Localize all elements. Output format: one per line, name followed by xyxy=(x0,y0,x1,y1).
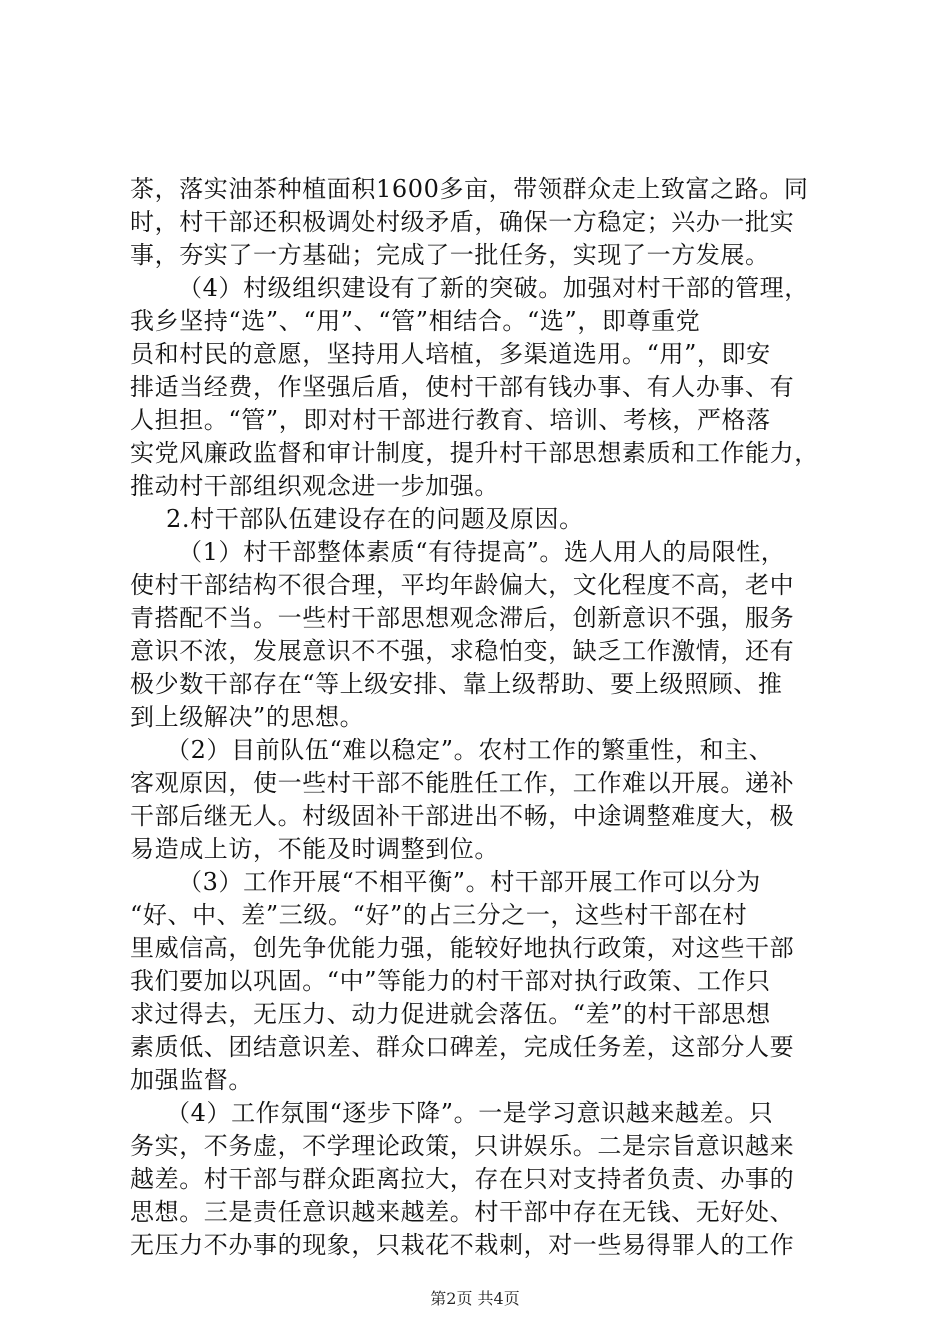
text-line: 我们要加以巩固。“中”等能力的村干部对执行政策、工作只 xyxy=(130,967,771,995)
text-line: 思想。三是责任意识越来越差。村干部中存在无钱、无好处、 xyxy=(130,1198,795,1226)
text-line: 推动村干部组织观念进一步加强。 xyxy=(130,472,499,500)
text-line: 素质低、团结意识差、群众口碑差，完成任务差，这部分人要 xyxy=(130,1033,795,1061)
text-line: 无压力不办事的现象，只栽花不栽刺，对一些易得罪人的工作 xyxy=(130,1231,795,1259)
text-line: 时，村干部还积极调处村级矛盾，确保一方稳定；兴办一批实 xyxy=(130,208,795,236)
text-line: 越差。村干部与群众距离拉大，存在只对支持者负责、办事的 xyxy=(130,1165,795,1193)
paragraph-start-line: （1）村干部整体素质“有待提高”。选人用人的局限性， xyxy=(178,538,786,566)
text-line: 务实，不务虚，不学理论政策，只讲娱乐。二是宗旨意识越来 xyxy=(130,1132,795,1160)
paragraph-start-line: （2）目前队伍“难以稳定”。农村工作的繁重性，和主、 xyxy=(166,736,774,764)
paragraph-start-line: （3）工作开展“不相平衡”。村干部开展工作可以分为 xyxy=(178,868,761,896)
text-line: 里威信高，创先争优能力强，能较好地执行政策，对这些干部 xyxy=(130,934,795,962)
text-line: 排适当经费，作坚强后盾，使村干部有钱办事、有人办事、有 xyxy=(130,373,795,401)
paragraph-start-line: （4）村级组织建设有了新的突破。加强对村干部的管理， xyxy=(178,274,809,302)
text-line: 客观原因，使一些村干部不能胜任工作，工作难以开展。递补 xyxy=(130,769,795,797)
paragraph-start-line: （4）工作氛围“逐步下降”。一是学习意识越来越差。只 xyxy=(166,1099,774,1127)
text-line: 事，夯实了一方基础；完成了一批任务，实现了一方发展。 xyxy=(130,241,770,269)
text-line: 员和村民的意愿，坚持用人培植，多渠道选用。“用”，即安 xyxy=(130,340,771,368)
page-number-footer: 第2页 共4页 xyxy=(430,1289,520,1308)
text-line: 实党风廉政监督和审计制度，提升村干部思想素质和工作能力， xyxy=(130,439,819,467)
text-line: 极少数干部存在“等上级安排、靠上级帮助、要上级照顾、推 xyxy=(130,670,783,698)
text-line: 加强监督。 xyxy=(130,1066,253,1094)
text-line: 青搭配不当。一些村干部思想观念滞后，创新意识不强，服务 xyxy=(130,604,795,632)
text-line: 干部后继无人。村级固补干部进出不畅，中途调整难度大，极 xyxy=(130,802,795,830)
text-line: 到上级解决”的思想。 xyxy=(130,703,365,731)
text-line: 求过得去，无压力、动力促进就会落伍。“差”的村干部思想 xyxy=(130,1000,771,1028)
text-line: “好、中、差”三级。“好”的占三分之一，这些村干部在村 xyxy=(130,901,748,929)
text-line: 使村干部结构不很合理，平均年龄偏大，文化程度不高，老中 xyxy=(130,571,795,599)
text-line: 我乡坚持“选”、“用”、“管”相结合。“选”，即尊重党 xyxy=(130,307,701,335)
text-line: 易造成上访，不能及时调整到位。 xyxy=(130,835,499,863)
section-heading: 2.村干部队伍建设存在的问题及原因。 xyxy=(166,505,584,533)
text-line: 人担担。“管”，即对村干部进行教育、培训、考核，严格落 xyxy=(130,406,771,434)
text-line: 茶，落实油茶种植面积1600多亩，带领群众走上致富之路。同 xyxy=(130,175,809,203)
text-line: 意识不浓，发展意识不不强，求稳怕变，缺乏工作激情，还有 xyxy=(130,637,795,665)
